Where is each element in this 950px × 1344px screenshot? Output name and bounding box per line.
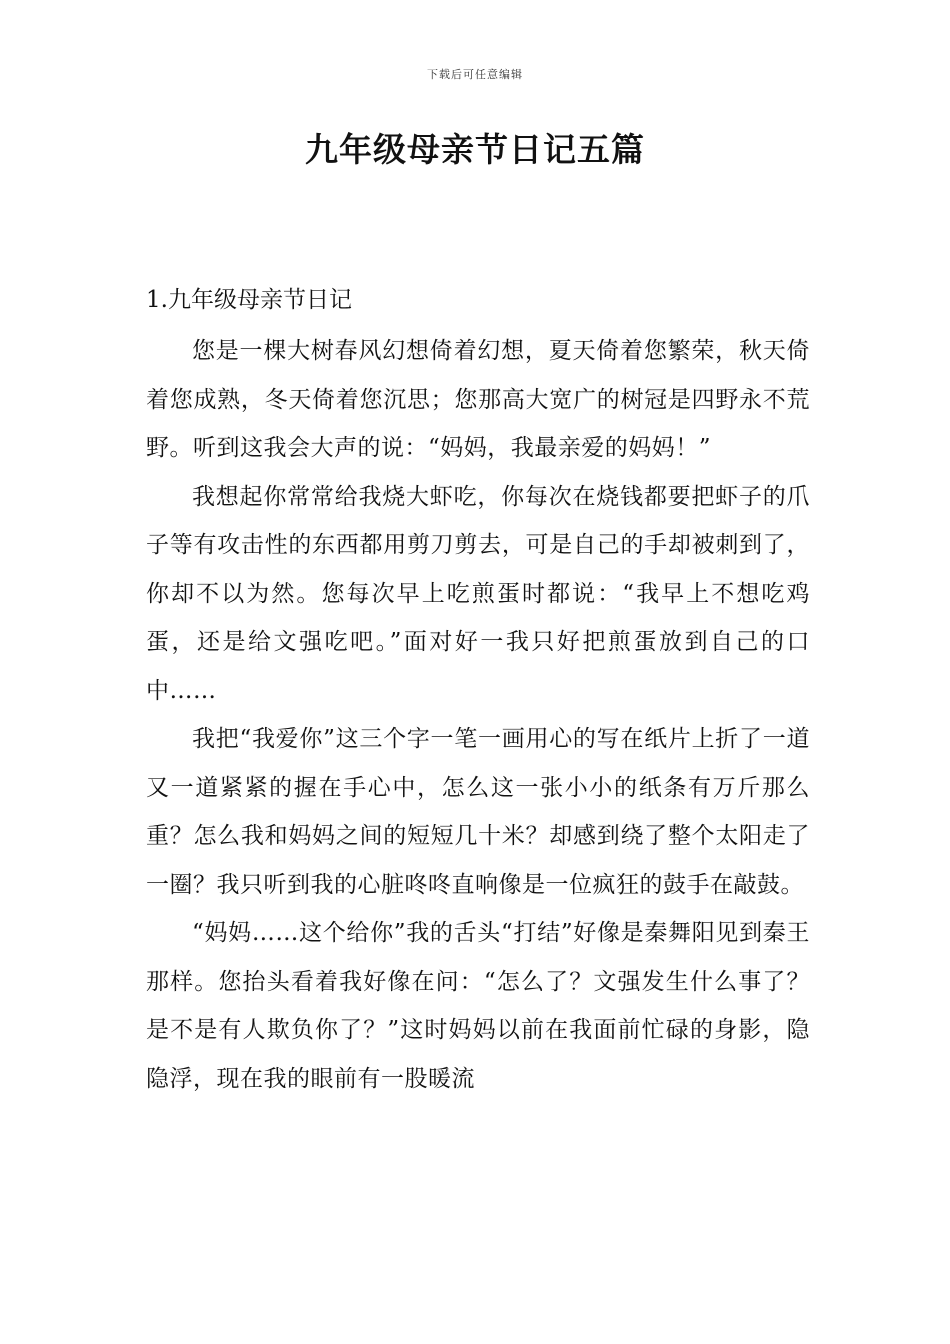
section-heading: 1.九年级母亲节日记 bbox=[146, 287, 352, 313]
document-body bbox=[146, 279, 810, 1103]
document-title: 九年级母亲节日记五篇 bbox=[305, 130, 645, 169]
paragraph: 我想起你常常给我烧大虾吃，你每次在烧钱都要把虾子的爪子等有攻击性的东西都用剪刀剪去，可是自己的手却被刺到了，你却不以为然。您每次早上吃煎蛋时都说：“我早上不想吃鸡蛋，还是给文强吃吧。”面对好一我只好把煎蛋放到自己的口中…… bbox=[146, 483, 810, 704]
paragraph: 您是一棵大树春风幻想倚着幻想，夏天倚着您繁荣，秋天倚着您成熟，冬天倚着您沉思；您那高大宽广的树冠是四野永不荒野。听到这我会大声的说：“妈妈，我最亲爱的妈妈！” bbox=[146, 338, 810, 461]
paragraph: “妈妈……这个给你”我的舌头“打结”好像是秦舞阳见到秦王那样。您抬头看着我好像在问：“怎么了？文强发生什么事了？是不是有人欺负你了？”这时妈妈以前在我面前忙碌的身影，隐隐浮，现在我的眼前有一股暖流 bbox=[146, 920, 810, 1092]
paragraph: 我把“我爱你”这三个字一笔一画用心的写在纸片上折了一道又一道紧紧的握在手心中，怎么这一张小小的纸条有万斤那么重？怎么我和妈妈之间的短短几十米？却感到绕了整个太阳走了一圈？我只听到我的心脏咚咚直响像是一位疯狂的鼓手在敲鼓。 bbox=[146, 726, 810, 898]
header-note: 下载后可任意编辑 bbox=[427, 68, 523, 81]
